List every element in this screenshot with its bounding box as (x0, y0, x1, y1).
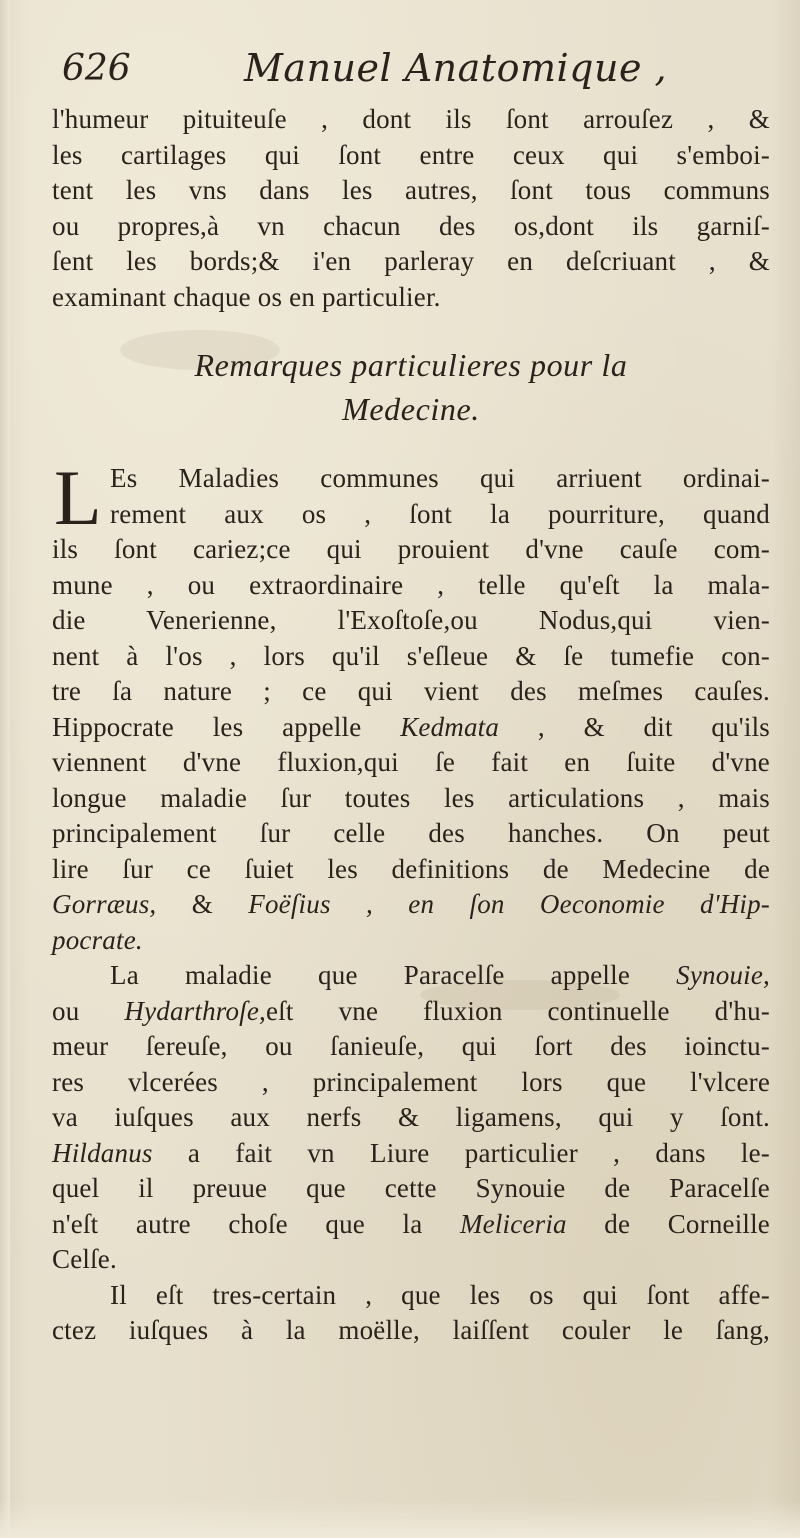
text-line: tent les vns dans les autres, ſont tous communs (52, 175, 770, 205)
heading-line: Medecine. (342, 391, 480, 427)
text-run: , & dit qu'ils (499, 711, 770, 742)
text-run: eſt vne fluxion continuelle d'hu- (266, 995, 770, 1026)
text-line: mune , ou extraordinaire , telle qu'eſt la mala- (52, 569, 770, 600)
text-line: ſent les bords;& i'en parleray en deſcriuant , & (52, 246, 770, 276)
text-line (52, 958, 770, 994)
text-line: les cartilages qui ſont entre ceux qui s'emboi- (52, 139, 770, 170)
text-line: principalement ſur celle des hanches. On peut (52, 818, 770, 848)
text-line: res vlcerées , principalement lors que l'vlcere (52, 1066, 770, 1097)
running-head (52, 40, 770, 102)
italic-term: Synouie, (676, 960, 770, 990)
text-line: ils ſont cariez;ce qui prouient d'vne cauſe com- (52, 534, 770, 564)
text-line: pocrate. (52, 924, 143, 955)
drop-cap: L (54, 454, 102, 541)
text-line: ou propres,à vn chacun des os,dont ils garniſ- (52, 210, 770, 241)
text-run: & (156, 889, 249, 919)
running-title: Manuel Anatomique , (244, 46, 668, 90)
paragraph-moelle (52, 1278, 770, 1349)
heading-line: Remarques particulieres pour la (194, 347, 628, 383)
italic-term: Foëſius , en ſon Oeconomie d'Hip- (248, 889, 770, 919)
text-run: a fait vn Liure particulier , dans le- (152, 1137, 770, 1168)
text-line: Es Maladies communes qui arriuent ordinai- (110, 463, 770, 493)
text-line: nent à l'os , lors qu'il s'eſleue & ſe tumefie con- (52, 640, 770, 671)
text-line: die Venerienne, l'Exoſtoſe,ou Nodus,qui vien- (52, 605, 770, 635)
text-line: ctez iuſques à la moëlle, laiſſent couler le ſang, (52, 1315, 770, 1345)
paragraph-synouie (52, 958, 770, 1278)
section-heading (52, 343, 770, 431)
text-line: meur ſereuſe, ou ſanieuſe, qui ſort des ioinctu- (52, 1031, 770, 1061)
text-line: viennent d'vne fluxion,qui ſe fait en ſuite d'vne (52, 747, 770, 777)
text-line (52, 1136, 770, 1172)
text-line (52, 994, 770, 1030)
italic-term: Gorræus, (52, 889, 157, 919)
text-line: rement aux os , ſont la pourriture, quand (110, 498, 770, 529)
text-line: Celſe. (52, 1244, 117, 1274)
page-number: 626 (62, 48, 131, 89)
italic-term: Kedmata (400, 711, 500, 742)
text-run: La maladie que Paracelſe appelle (110, 960, 677, 990)
text-line: lire ſur ce ſuiet les definitions de Medecine de (52, 853, 770, 884)
text-line (52, 1207, 770, 1243)
text-run: Hippocrate les appelle (52, 711, 401, 742)
intro-paragraph (52, 102, 770, 315)
text-line (52, 710, 770, 746)
italic-term: Hildanus (52, 1137, 153, 1168)
text-line: va iuſques aux nerfs & ligamens, qui y ſont. (52, 1102, 770, 1132)
italic-term: Meliceria (459, 1208, 567, 1239)
text-line: Il eſt tres-certain , que les os qui ſont affe- (110, 1279, 770, 1310)
text-line: tre ſa nature ; ce qui vient des meſmes cauſes. (52, 676, 770, 706)
text-line: quel il preuue que cette Synouie de Paracelſe (52, 1173, 770, 1203)
page-gutter (0, 0, 10, 1538)
text-line: examinant chaque os en particulier. (52, 281, 441, 312)
text-line (52, 887, 770, 923)
italic-term: Hydarthroſe, (124, 995, 267, 1026)
paragraph-maladies (52, 454, 770, 958)
page-text (52, 40, 770, 1349)
text-run: ou (52, 995, 125, 1026)
text-line: longue maladie ſur toutes les articulations , mais (52, 782, 770, 813)
text-line: l'humeur pituiteuſe , dont ils ſont arrouſez , & (52, 104, 770, 134)
text-run: de Corneille (566, 1208, 770, 1239)
text-run: n'eſt autre choſe que la (52, 1208, 460, 1239)
page-bottom-edge (0, 1500, 800, 1538)
